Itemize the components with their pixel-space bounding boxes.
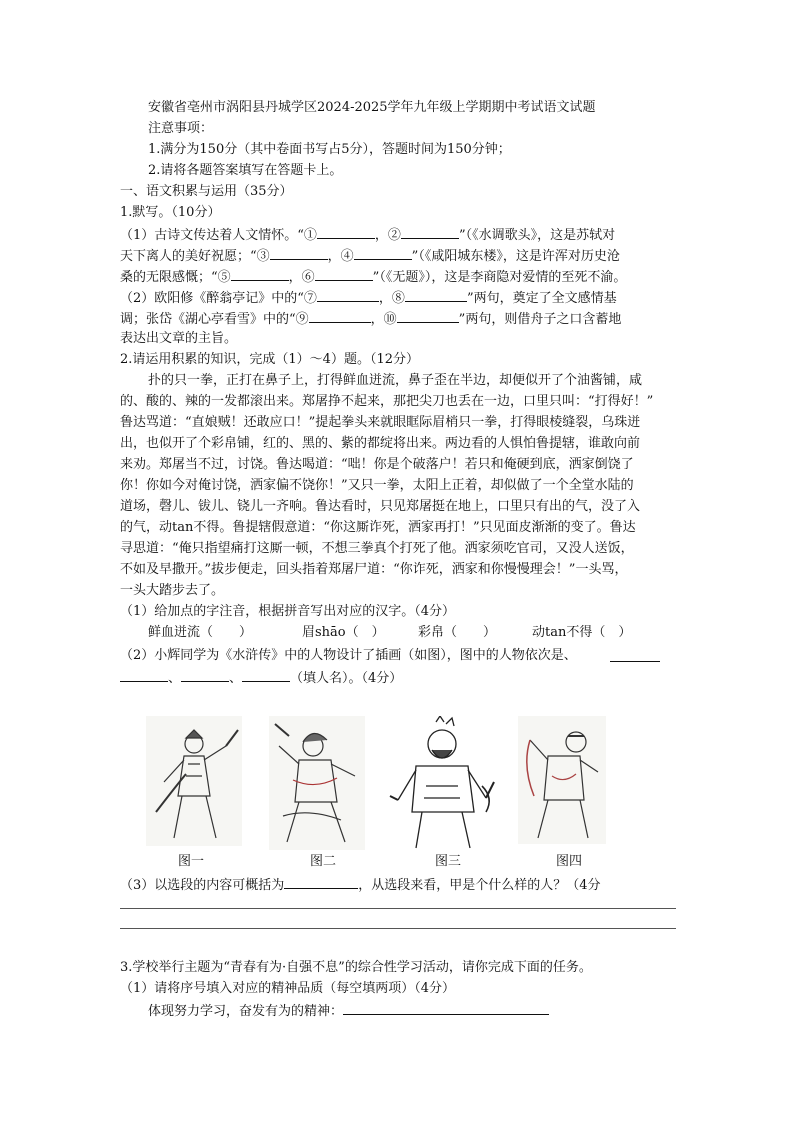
answer-blank[interactable] — [317, 224, 375, 239]
notice-heading: 注意事项： — [148, 121, 214, 136]
passage-line: 寻思道：“俺只指望痛打这厮一顿，不想三拳真个打死了他。洒家须吃官司，又没人送饭， — [120, 541, 634, 556]
answer-blank[interactable] — [354, 245, 412, 260]
notice-item-1: 1.满分为150分（其中卷面书写占5分），答题时间为150分钟； — [148, 142, 511, 157]
passage-line: 出，也似开了个彩帛铺，红的、黑的、紫的都绽将出来。两边看的人惧怕鲁提辖，谁敢向前 — [120, 436, 641, 451]
question-2-heading: 2.请运用积累的知识，完成（1）～4）题。（12分） — [120, 352, 419, 367]
figure-caption: 图三 — [435, 854, 462, 869]
figure-caption: 图二 — [310, 854, 337, 869]
q1-line: 调；张岱《湖心亭看雪》中的“⑨ ，⑩ ”两句，则借舟子之口含蓄地 — [120, 308, 621, 330]
sub-question-2: （2）小辉同学为《水浒传》中的人物设计了插画（如图），图中的人物依次是、 — [120, 648, 577, 663]
figure-4-figure — [518, 716, 606, 844]
answer-blank[interactable] — [120, 667, 168, 682]
pinyin-item: 眉shāo（ ） — [302, 625, 385, 640]
pinyin-item: 彩帛（ ） — [418, 625, 497, 640]
answer-blank[interactable] — [315, 266, 373, 281]
answer-blank[interactable] — [242, 667, 290, 682]
q3-sub-question-1: （1）请将序号填入对应的精神品质（每空填两项）（4分） — [120, 981, 456, 996]
sub-question-3: （3）以选段的内容可概括为 ，从选段来看，甲是个什么样的人？（4分 — [120, 874, 601, 896]
answer-blank[interactable] — [610, 647, 660, 662]
answer-blank[interactable] — [231, 266, 289, 281]
sub-question-1: （1）给加点的字注音，根据拼音写出对应的汉字。（4分） — [120, 604, 456, 619]
question-3-heading: 3.学校举行主题为“青春有为·自强不息”的综合性学习活动，请你完成下面的任务。 — [120, 960, 592, 975]
answer-blank[interactable] — [181, 667, 229, 682]
figure-3-lu-da — [386, 716, 496, 850]
q3-answer-line: 体现努力学习，奋发有为的精神： — [148, 1000, 549, 1022]
passage-line: 扑的只一拳，正打在鼻子上，打得鲜血迸流，鼻子歪在半边，却便似开了个油酱铺，咸 — [148, 373, 643, 388]
passage-line: 不如及早撒开。”拔步便走，回头指着郑屠尸道：“你诈死，洒家和你慢慢理会！”一头骂， — [120, 562, 628, 577]
passage-line: 一头大踏步去了。 — [120, 583, 225, 598]
section-heading: 一、语文积累与运用（35分） — [120, 184, 293, 199]
answer-blank[interactable] — [401, 224, 459, 239]
answer-blank[interactable] — [309, 308, 371, 323]
pinyin-item: 鲜血迸流（ ） — [148, 625, 253, 640]
answer-line[interactable] — [120, 908, 676, 909]
answer-blank[interactable] — [343, 1000, 549, 1015]
question-1-heading: 1.默写。（10分） — [120, 205, 221, 220]
passage-line: 的、酸的、辣的一发都滚出来。郑屠挣不起来，那把尖刀也丢在一边，口里只叫：“打得好！” — [120, 394, 654, 409]
figure-caption: 图四 — [556, 854, 583, 869]
passage-line: 你！你如今对俺讨饶，洒家偏不饶你！”又只一拳，太阳上正着，却似做了一个全堂水陆的 — [120, 478, 634, 493]
passage-line: 道场，磬儿、钹儿、铙儿一齐响。鲁达看时，只见郑屠挺在地上，口里只有出的气，没了入 — [120, 499, 641, 514]
answer-line[interactable] — [120, 928, 676, 929]
sub-question-2-cont: 、 、 （填人名）。（4分） — [120, 667, 402, 689]
passage-line: 鲁达骂道：“直娘贼！还敢应口！”提起拳头来就眼眶际眉梢只一拳，打得眼棱缝裂，乌珠迸 — [120, 415, 641, 430]
q1-line: （1）古诗文传达着人文情怀。“① ，② ”（《水调歌头》，这是苏轼对 — [120, 224, 615, 246]
exam-title: 安徽省亳州市涡阳县丹城学区2024-2025学年九年级上学期期中考试语文试题 — [148, 100, 596, 115]
pinyin-item: 动tan不得（ ） — [532, 625, 632, 640]
answer-blank[interactable] — [284, 874, 358, 889]
figure-caption: 图一 — [178, 854, 205, 869]
answer-blank[interactable] — [270, 245, 328, 260]
answer-blank[interactable] — [405, 287, 467, 302]
notice-item-2: 2.请将各题答案填写在答题卡上。 — [148, 163, 343, 178]
passage-line: 来劝。郑屠当不过，讨饶。鲁达喝道：“咄！你是个破落户！若只和俺硬到底，洒家倒饶了 — [120, 457, 634, 472]
q1-line: 桑的无限感慨；“⑤ ，⑥ ”（《无题》），这是李商隐对爱情的至死不渝。 — [120, 266, 626, 288]
q1-line: （2）欧阳修《醉翁亭记》中的“⑦ ，⑧ ”两句，奠定了全文感情基 — [120, 287, 617, 309]
passage-line: 的气，动tan不得。鲁提辖假意道：“你这厮诈死，洒家再打！”只见面皮渐渐的变了。鲁达 — [120, 520, 636, 535]
figure-2-warrior — [269, 716, 365, 850]
q1-line: 天下离人的美好祝愿；“③ ，④ ”（《咸阳城东楼》，这是许浑对历史沧 — [120, 245, 620, 267]
q1-line: 表达出文章的主旨。 — [120, 331, 238, 346]
answer-blank[interactable] — [397, 308, 459, 323]
figure-1-swordsman — [146, 716, 242, 846]
answer-blank[interactable] — [317, 287, 379, 302]
